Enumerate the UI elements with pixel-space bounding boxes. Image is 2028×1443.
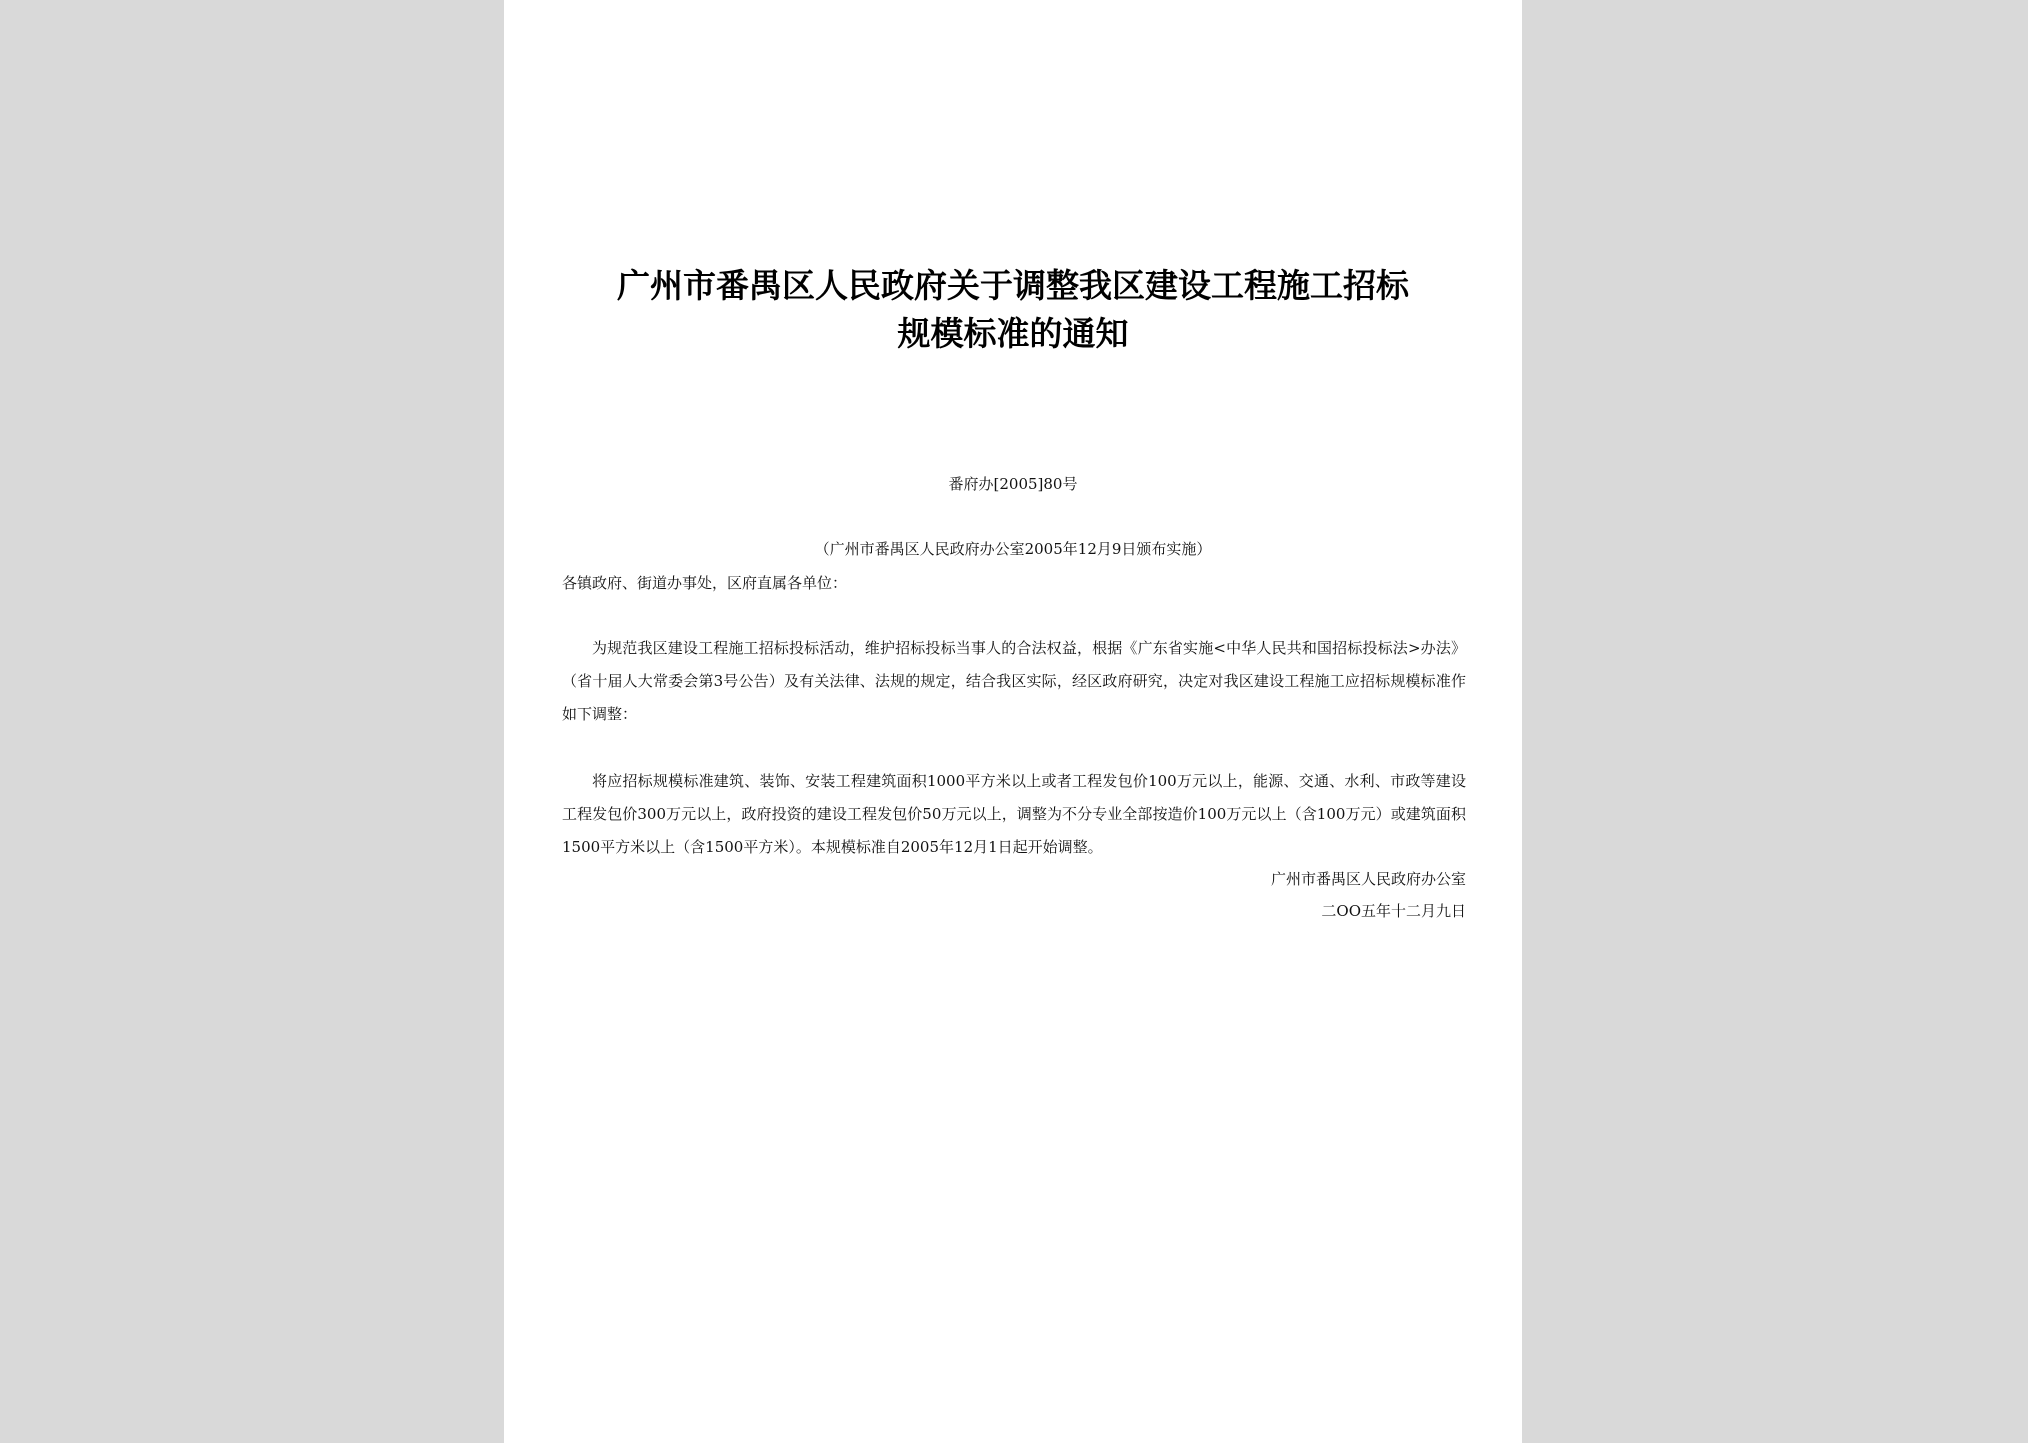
document-title [564,262,1462,358]
body-paragraph: 将应招标规模标准建筑、装饰、安装工程建筑面积1000平方米以上或者工程发包价100万元以上，能源、交通、水利、市政等建设工程发包价300万元以上，政府投资的建设工程发包价50万元以上，调整为不分专业全部按造价100万元以上（含100万元）或建筑面积1500平方米以上（含1500平方米）。本规模标准自2005年12月1日起开始调整。 [562,772,1466,856]
title-line-1: 广州市番禺区人民政府关于调整我区建设工程施工招标 [617,266,1409,305]
document-number: 番府办[2005]80号 [948,475,1078,493]
signature-date: 二OO五年十二月九日 [1321,902,1466,920]
addressee: 各镇政府、街道办事处，区府直属各单位： [562,574,848,592]
document-page [504,0,1522,1443]
title-line-2: 规模标准的通知 [897,314,1129,353]
signature-organization: 广州市番禺区人民政府办公室 [1270,870,1466,888]
body-paragraph: 为规范我区建设工程施工招标投标活动，维护招标投标当事人的合法权益，根据《广东省实施<中华人民共和国招标投标法>办法》（省十届人大常委会第3号公告）及有关法律、法规的规定，结合我区实际，经区政府研究，决定对我区建设工程施工应招标规模标准作如下调整： [562,639,1466,723]
issue-note: （广州市番禺区人民政府办公室2005年12月9日颁布实施） [814,540,1212,558]
